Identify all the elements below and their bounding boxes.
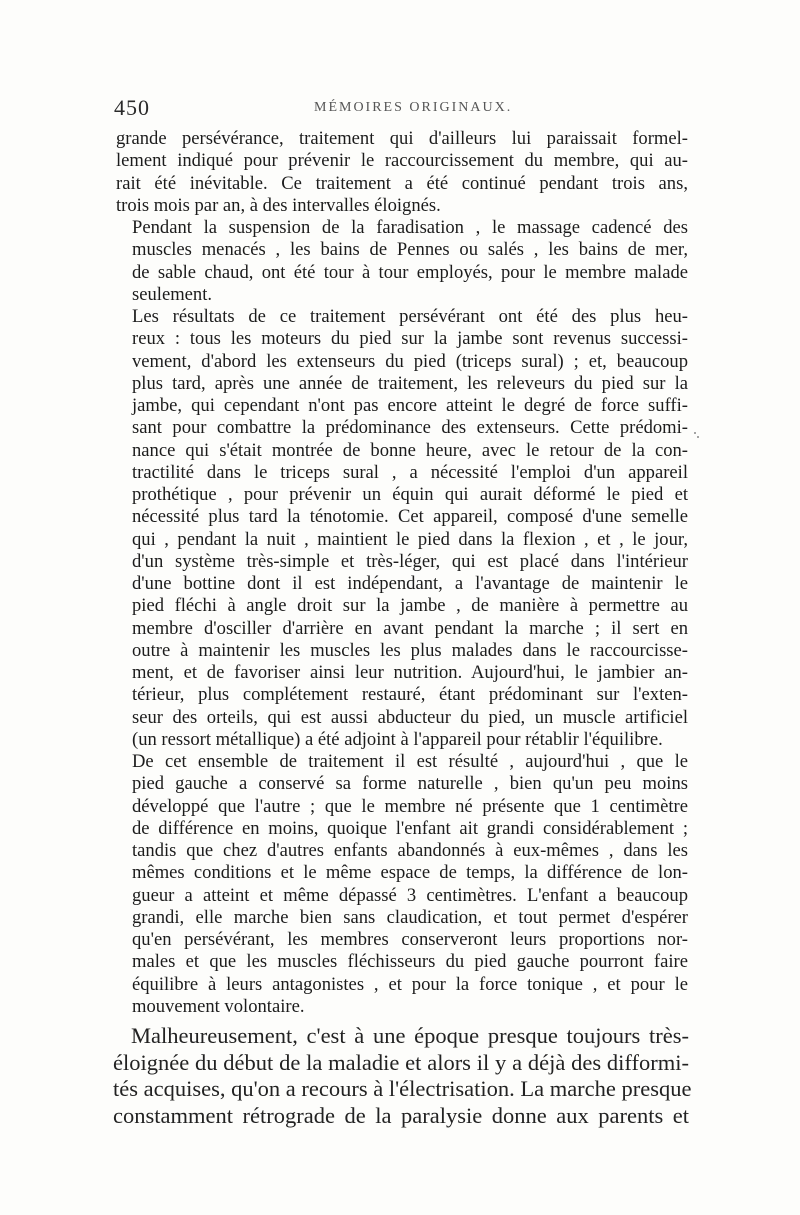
paragraph-1 <box>116 128 688 217</box>
text-line: constamment rétrograde de la paralysie donne aux parents et <box>113 1102 689 1128</box>
text-line: mêmes conditions et le même espace de temps, la différence de lon- <box>132 862 688 884</box>
text-line: tés acquises, qu'on a recours à l'électrisation. La marche presque <box>113 1076 692 1101</box>
text-line: équilibre à leurs antagonistes , et pour la force tonique , et pour le <box>132 973 688 995</box>
text-line: tractilité dans le triceps sural , a nécessité l'emploi d'un appareil <box>132 461 688 483</box>
text-line: jambe, qui cependant n'ont pas encore atteint le degré de force suffi- <box>132 395 688 416</box>
text-line: de différence en moins, quoique l'enfant ait grandi considérablement ; <box>132 817 688 839</box>
text-line: rait été inévitable. Ce traitement a été continué pendant trois ans, <box>116 172 688 194</box>
text-line: outre à maintenir les muscles les plus malades dans le raccourcisse- <box>132 639 688 661</box>
text-line: qu'en persévérant, les membres conserveront leurs proportions nor- <box>132 929 688 950</box>
text-line: males et que les muscles fléchisseurs du pied gauche pourront faire <box>132 951 688 973</box>
text-line: développé que l'autre ; que le membre né présente que 1 centimètre <box>132 795 688 817</box>
text-line: grandi, elle marche bien sans claudication, et tout permet d'espérer <box>132 906 688 928</box>
running-title: MÉMOIRES ORIGINAUX. <box>314 100 513 115</box>
text-line: gueur a atteint et même dépassé 3 centimètres. L'enfant a beaucoup <box>132 884 688 906</box>
text-line: muscles menacés , les bains de Pennes ou salés , les bains de mer, <box>132 239 688 261</box>
text-line: prothétique , pour prévenir un équin qui aurait déformé le pied et <box>132 484 688 505</box>
text-line: nance qui s'était montrée de bonne heure, avec le retour de la con- <box>132 439 688 461</box>
text-line: d'un système très-simple et très-léger, qui est placé dans l'intérieur <box>132 550 688 572</box>
text-line: Malheureusement, c'est à une époque presque toujours très- <box>131 1023 689 1048</box>
paragraph-2 <box>116 217 688 306</box>
text-line: qui , pendant la nuit , maintient le pied dans la flexion , et , le jour, <box>132 528 688 550</box>
paragraph-4 <box>116 751 688 1018</box>
page-header <box>114 95 689 125</box>
text-line: plus tard, après une année de traitement, les releveurs du pied sur la <box>132 372 688 394</box>
text-line: Les résultats de ce traitement persévérant ont été des plus heu- <box>132 306 688 327</box>
text-line: seulement. <box>132 283 213 305</box>
scan-speck <box>697 436 699 438</box>
text-line: reux : tous les moteurs du pied sur la jambe sont revenus successi- <box>132 328 688 350</box>
text-line: trois mois par an, à des intervalles éloignés. <box>116 194 441 216</box>
scan-speck <box>694 432 696 434</box>
text-line: De cet ensemble de traitement il est résulté , aujourd'hui , que le <box>132 751 688 772</box>
paragraph-3 <box>116 306 688 751</box>
text-line: membre d'osciller d'arrière en avant pendant la marche ; il sert en <box>132 617 688 639</box>
text-line: nécessité plus tard la ténotomie. Cet appareil, composé d'une semelle <box>132 506 688 528</box>
text-line: (un ressort métallique) a été adjoint à l'appareil pour rétablir l'équilibre. <box>132 728 663 750</box>
body-text <box>116 128 688 1018</box>
text-line: pied fléchi à angle droit sur la jambe , de manière à permettre au <box>132 595 688 617</box>
text-line: vement, d'abord les extenseurs du pied (triceps sural) ; et, beaucoup <box>132 350 688 372</box>
text-line: pied gauche a conservé sa forme naturelle , bien qu'un peu moins <box>132 773 688 795</box>
text-line: mouvement volontaire. <box>132 995 305 1017</box>
text-line: grande persévérance, traitement qui d'ailleurs lui paraissait formel- <box>116 128 688 149</box>
text-line: sant pour combattre la prédominance des extenseurs. Cette prédomi- <box>132 417 688 439</box>
paragraph-5 <box>113 1023 692 1129</box>
page-number: 450 <box>114 95 150 120</box>
text-line: de sable chaud, ont été tour à tour employés, pour le membre malade <box>132 261 688 283</box>
text-line: lement indiqué pour prévenir le raccourcissement du membre, qui au- <box>116 150 688 172</box>
text-line: Pendant la suspension de la faradisation , le massage cadencé des <box>132 217 688 238</box>
text-line: d'une bottine dont il est indépendant, a l'avantage de maintenir le <box>132 573 688 594</box>
text-line: ment, et de favoriser ainsi leur nutrition. Aujourd'hui, le jambier an- <box>132 662 688 683</box>
text-line: tandis que chez d'autres enfants abandonnés à eux-mêmes , dans les <box>132 840 688 861</box>
text-line: seur des orteils, qui est aussi abducteur du pied, un muscle artificiel <box>132 706 688 728</box>
text-line: éloignée du début de la maladie et alors il y a déjà des difformi- <box>113 1049 689 1075</box>
large-print-paragraph <box>113 1023 692 1129</box>
text-line: térieur, plus complétement restauré, étant prédominant sur l'exten- <box>132 684 688 706</box>
